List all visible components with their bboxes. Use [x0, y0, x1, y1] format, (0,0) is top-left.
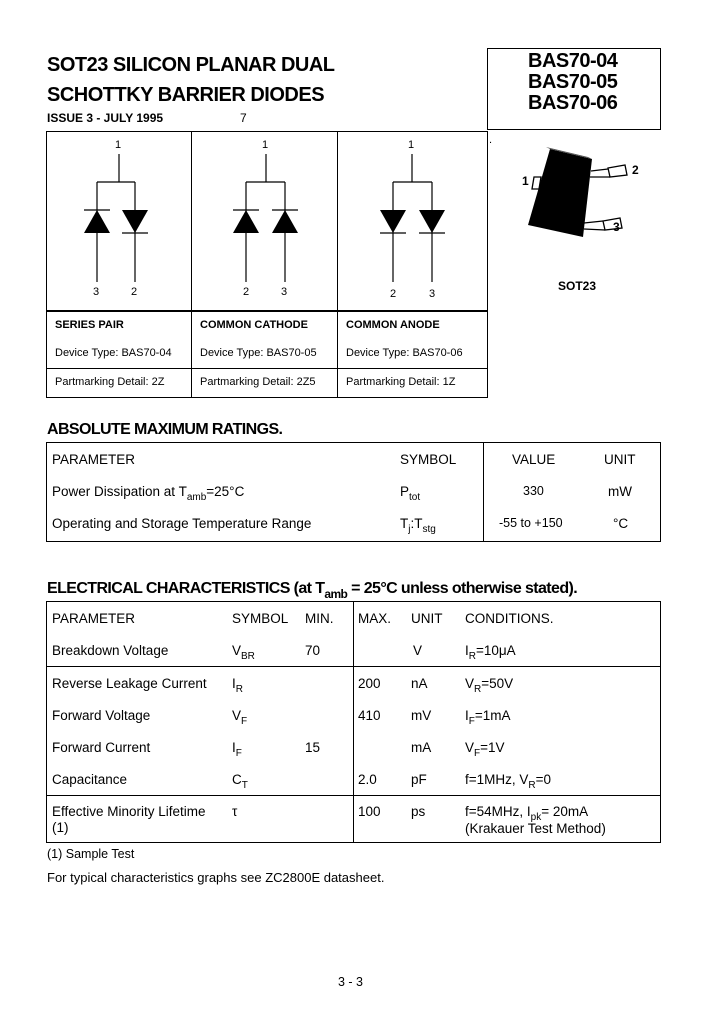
abs-header-value: VALUE [512, 452, 556, 467]
abs-header-parameter: PARAMETER [52, 452, 136, 467]
abs-row-temp-symbol: $T_j:T_{stg}$ [400, 516, 436, 535]
elec-row-capacitance-symbol: $C_T$ [232, 772, 248, 791]
abs-row-power-parameter: Power Dissipation at $T_{amb}=25^\circ C$ [52, 484, 245, 503]
issue-mark: 7 [240, 111, 247, 125]
elec-row-fwd-current-parameter: Forward Current [52, 740, 151, 755]
part-number-06: BAS70-06 [528, 92, 618, 114]
title-line-2: SCHOTTKY BARRIER DIODES [47, 84, 325, 106]
elec-row-fwd-current-conditions: $V_F=1V$ [465, 740, 505, 759]
footnote-sample-test: (1) Sample Test [47, 847, 135, 861]
package-drawing [488, 131, 661, 311]
part-number-05: BAS70-05 [528, 71, 618, 93]
pin-1-label: 1 [408, 139, 415, 151]
elec-header-parameter: PARAMETER [52, 611, 136, 626]
elec-row-breakdown-conditions: $I_R=10\mu A$ [465, 643, 516, 662]
pin-2-label: 2 [243, 286, 250, 298]
elec-header-max: MAX. [358, 611, 392, 626]
package-pin-1: 1 [522, 174, 529, 188]
config-device-type: Device Type: BAS70-06 [346, 347, 463, 359]
elec-row-leakage-symbol: $I_R$ [232, 676, 243, 695]
config-common-cathode [191, 311, 338, 369]
elec-row-capacitance-max: 2.0 [358, 772, 377, 787]
abs-header-symbol: SYMBOL [400, 452, 457, 467]
config-title: COMMON CATHODE [200, 319, 308, 331]
common-cathode-schematic [192, 132, 339, 312]
elec-row-leakage-conditions: $V_R=50V$ [465, 676, 514, 695]
elec-row-fwd-voltage-conditions: $I_F=1mA$ [465, 708, 511, 727]
elec-row-breakdown-min: 70 [305, 643, 321, 658]
series-pair-schematic [47, 132, 193, 312]
abs-row-power-unit: mW [608, 484, 632, 499]
electrical-table [46, 601, 661, 843]
elec-row-leakage-max: 200 [358, 676, 381, 691]
package-pin-2: 2 [632, 163, 639, 177]
elec-header-min: MIN. [305, 611, 334, 626]
abs-row-temp-value: -55 to +150 [499, 516, 563, 530]
config-series-pair [46, 311, 192, 369]
title-line-1: SOT23 SILICON PLANAR DUAL [47, 54, 335, 76]
elec-row-fwd-voltage-parameter: Forward Voltage [52, 708, 151, 723]
config-partmark [191, 368, 338, 398]
pin-2-label: 2 [131, 286, 138, 298]
pin-2-label: 2 [390, 288, 397, 300]
elec-header-symbol: SYMBOL [232, 611, 289, 626]
pin-1-label: 1 [262, 139, 269, 151]
package-pin-3: 3 [613, 220, 620, 234]
config-title: SERIES PAIR [55, 319, 124, 331]
elec-row-lifetime-unit: ps [411, 804, 426, 819]
config-partmark [337, 368, 488, 398]
config-device-type: Device Type: BAS70-04 [55, 347, 172, 359]
abs-row-power-value: 330 [523, 484, 544, 498]
page-number: 3 - 3 [338, 975, 364, 989]
abs-row-temp-unit: °C [613, 516, 629, 531]
pin-1-label: 1 [115, 139, 122, 151]
elec-row-lifetime-parameter: Effective Minority Lifetime [52, 804, 206, 819]
abs-max-heading: ABSOLUTE MAXIMUM RATINGS. [47, 421, 283, 438]
elec-row-leakage-unit: nA [411, 676, 428, 691]
package-dot: . [489, 134, 493, 146]
elec-row-fwd-current-unit: mA [411, 740, 432, 755]
elec-row-lifetime-method: (Krakauer Test Method) [465, 821, 606, 836]
electrical-heading: ELECTRICAL CHARACTERISTICS (at $T_{amb} = 25^\circ C$ unless otherwise stated). [47, 580, 578, 601]
elec-row-breakdown-symbol: $V_{BR}$ [232, 643, 255, 662]
elec-header-conditions: CONDITIONS. [465, 611, 554, 626]
diagram-series-pair [46, 131, 192, 311]
elec-row-capacitance-parameter: Capacitance [52, 772, 128, 787]
package-label: SOT23 [558, 279, 597, 293]
config-title: COMMON ANODE [346, 319, 440, 331]
config-partmark-text: Partmarking Detail: 1Z [346, 376, 456, 388]
pin-3-label: 3 [93, 286, 100, 298]
config-partmark-text: Partmarking Detail: 2Z [55, 376, 165, 388]
elec-header-unit: UNIT [411, 611, 443, 626]
elec-row-lifetime-symbol: τ [232, 804, 238, 819]
pin-3-label: 3 [429, 288, 436, 300]
elec-row-breakdown-unit: V [413, 643, 423, 658]
elec-row-lifetime-conditions: f=54MHz, $I_{pk}= 20mA$ [465, 804, 589, 823]
abs-header-unit: UNIT [604, 452, 636, 467]
abs-max-table [46, 442, 661, 542]
config-common-anode [337, 311, 488, 369]
diagram-common-anode [337, 131, 488, 311]
abs-row-power-symbol: $P_{tot}$ [400, 484, 421, 503]
part-number-box [487, 48, 661, 130]
config-partmark [46, 368, 192, 398]
common-anode-schematic [338, 132, 489, 312]
part-number-04: BAS70-04 [528, 50, 618, 72]
elec-row-fwd-voltage-max: 410 [358, 708, 381, 723]
elec-row-fwd-current-symbol: $I_F$ [232, 740, 242, 759]
abs-row-temp-parameter: Operating and Storage Temperature Range [52, 516, 312, 531]
elec-row-capacitance-unit: pF [411, 772, 427, 787]
diagram-common-cathode [191, 131, 338, 311]
elec-row-fwd-current-min: 15 [305, 740, 321, 755]
elec-row-leakage-parameter: Reverse Leakage Current [52, 676, 207, 691]
issue-date: ISSUE 3 - JULY 1995 [47, 111, 164, 125]
elec-row-fwd-voltage-unit: mV [411, 708, 432, 723]
pin-3-label: 3 [281, 286, 288, 298]
elec-row-capacitance-conditions: f=1MHz, $V_R=0$ [465, 772, 552, 791]
elec-row-breakdown-parameter: Breakdown Voltage [52, 643, 169, 658]
footnote-datasheet-ref: For typical characteristics graphs see ZC2800E datasheet. [47, 870, 385, 885]
elec-row-lifetime-max: 100 [358, 804, 381, 819]
elec-row-lifetime-note: (1) [52, 820, 69, 835]
elec-row-fwd-voltage-symbol: $V_F$ [232, 708, 248, 727]
config-device-type: Device Type: BAS70-05 [200, 347, 317, 359]
config-partmark-text: Partmarking Detail: 2Z5 [200, 376, 316, 388]
